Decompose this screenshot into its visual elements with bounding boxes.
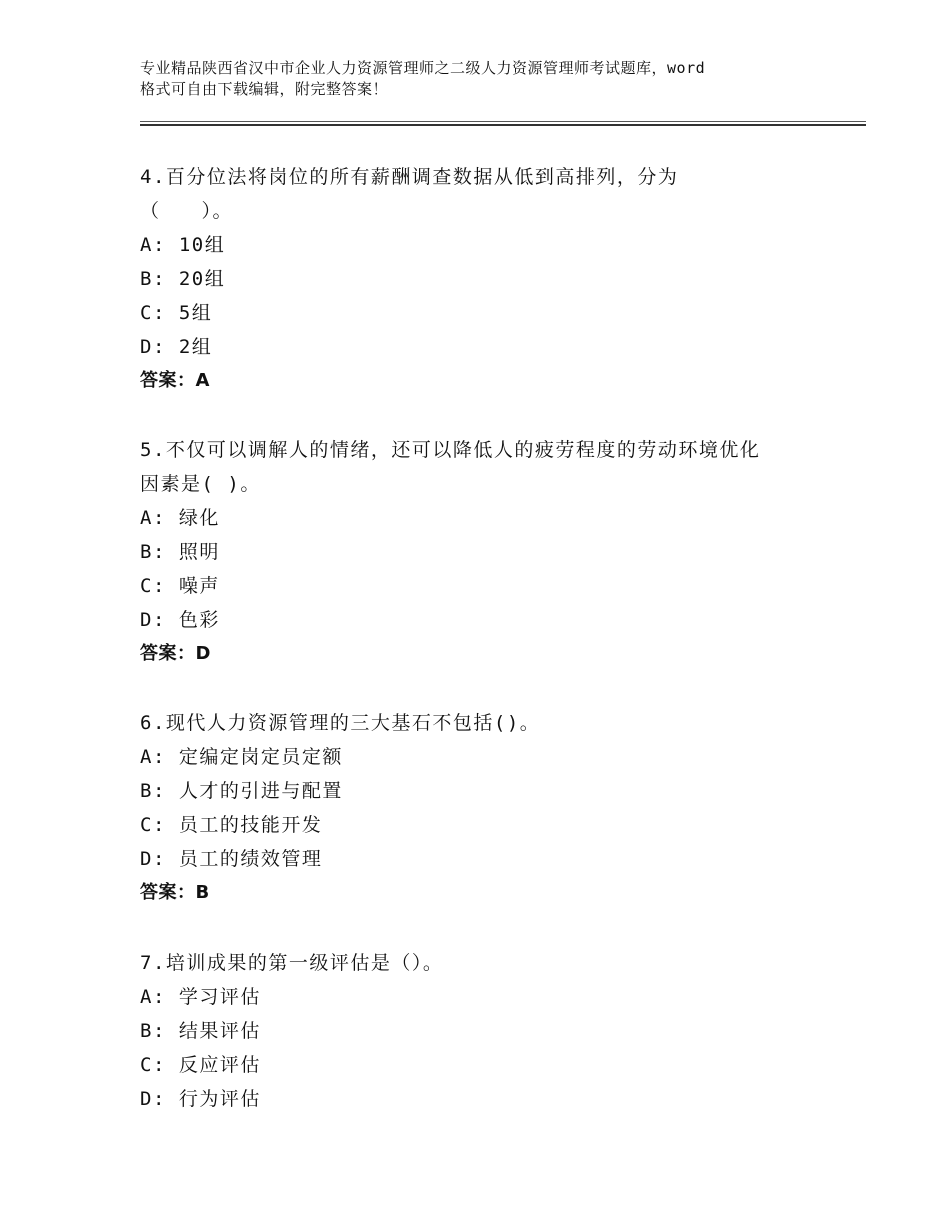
question-stem: 5.不仅可以调解人的情绪，还可以降低人的疲劳程度的劳动环境优化 (140, 439, 761, 461)
option-c: C: 员工的技能开发 (140, 814, 323, 836)
answer: 答案：B (140, 882, 210, 903)
option-a: A: 10组 (140, 234, 226, 256)
option-b: B: 人才的引进与配置 (140, 780, 343, 802)
question-stem: 7.培训成果的第一级评估是（）。 (140, 952, 444, 974)
header-divider-thick (140, 124, 866, 126)
option-d: D: 色彩 (140, 609, 220, 631)
question-6 (140, 706, 820, 910)
option-b: B: 结果评估 (140, 1020, 261, 1042)
option-d: D: 员工的绩效管理 (140, 848, 323, 870)
option-a: A: 定编定岗定员定额 (140, 746, 343, 768)
document-header (140, 58, 840, 100)
header-divider-thin (140, 121, 866, 122)
question-stem-continued: （ ）。 (140, 200, 234, 222)
option-c: C: 反应评估 (140, 1054, 261, 1076)
header-line-2: 格式可自由下载编辑，附完整答案！ (140, 80, 389, 98)
option-c: C: 噪声 (140, 575, 220, 597)
answer: 答案：D (140, 643, 211, 664)
answer: 答案：A (140, 370, 210, 391)
question-5 (140, 433, 820, 671)
option-c: C: 5组 (140, 302, 213, 324)
option-d: D: 行为评估 (140, 1088, 261, 1110)
option-a: A: 绿化 (140, 507, 220, 529)
question-stem: 6.现代人力资源管理的三大基石不包括()。 (140, 712, 541, 734)
question-stem: 4.百分位法将岗位的所有薪酬调查数据从低到高排列，分为 (140, 166, 679, 188)
option-b: B: 照明 (140, 541, 220, 563)
option-a: A: 学习评估 (140, 986, 261, 1008)
header-line-1: 专业精品陕西省汉中市企业人力资源管理师之二级人力资源管理师考试题库，word (140, 59, 706, 77)
question-7 (140, 946, 820, 1116)
question-stem-continued: 因素是( )。 (140, 473, 261, 495)
option-b: B: 20组 (140, 268, 226, 290)
option-d: D: 2组 (140, 336, 213, 358)
question-4 (140, 160, 820, 398)
